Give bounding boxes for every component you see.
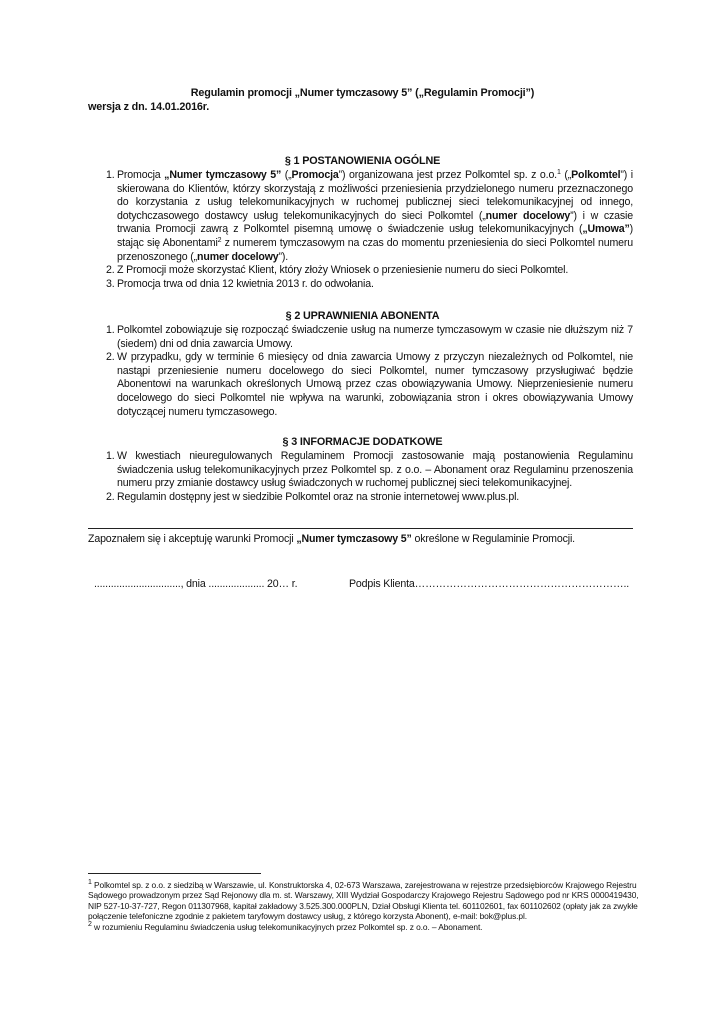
item-number: 2. <box>106 490 115 503</box>
section-2-heading: § 2 UPRAWNIENIA ABONENTA <box>285 310 440 322</box>
item-number: 1. <box>106 450 115 462</box>
footnote-2: $^2$ w rozumieniu Regulaminu świadczenia usług telekomunikacyjnych przez Polkomtel sp. z o.o. – Abonament. <box>88 920 483 932</box>
item-text: Polkomtel zobowiązuje się rozpocząć świadczenie usług na numerze tymczasowym w czasie nie dłuższym niż 7 (siedem) dni od dnia zawarcia Umowy. <box>117 324 633 350</box>
item-number: 2. <box>106 264 115 277</box>
section-3-list <box>88 450 633 504</box>
item-text: W przypadku, gdy w terminie 6 miesięcy od dnia zawarcia Umowy z przyczyn niezależnych od Polkomtel, nie nastąpi przeniesienie numeru docelowego do sieci Polkomtel, numer tymczasowy przysługiwać będzie Abonentowi na warunkach określonych Umową przez czas obowiązywania Umowy. Nieprzeniesienie numeru docelowego do sieci Polkomtel nie wpływa na warunki, zobowiązania stron i okres obowiązywania Umowy dotyczącej numeru tymczasowego. <box>117 351 633 418</box>
place-date-field[interactable]: ..............................., dnia .................... 20… r. <box>94 578 298 590</box>
item-number: 1. <box>106 324 115 336</box>
separator-line <box>88 528 633 529</box>
section-1-item-3 <box>88 278 633 292</box>
section-2-item-1 <box>88 324 633 351</box>
section-1-heading: § 1 POSTANOWIENIA OGÓLNE <box>284 155 441 167</box>
section-1-item-2 <box>88 264 633 278</box>
item-text: Promocja trwa od dnia 12 kwietnia 2013 r. do odwołania. <box>117 277 374 290</box>
item-number: 3. <box>106 277 115 290</box>
footnote-ref-2[interactable]: 2 <box>217 236 222 244</box>
section-2-item-2 <box>88 351 633 419</box>
section-1-item-1: 1. Promocja „Numer tymczasowy 5” („Promocja”) organizowana jest przez Polkomtel sp. z o.o.$^1$ („Polkomtel”) i skierowana do Klientów, którzy skorzystają z możliwości przeniesienia przydzielonego numeru przeznaczonego do korzystania z usług telekomunikacyjnych w ruchomej publicznej sieci telekomunikacyjnej od innego, dotychczasowego dostawcy usług telekomunikacyjnych do sieci Polkomtel („numer docelowy”) i w czasie trwania Promocji zawrą z Polkomtel pisemną umowę o świadczenie usług telekomunikacyjnych („Umowa”) stając się Abonentami$^2$ z numerem tymczasowym na czas do momentu przeniesienia do sieci Polkomtel numeru przenoszonego („numer docelowy”). <box>106 169 633 263</box>
item-number: 2. <box>106 351 115 364</box>
footnote-ref-1[interactable]: 1 <box>556 169 561 176</box>
item-number: 1. <box>106 169 115 181</box>
item-text: Regulamin dostępny jest w siedzibie Polkomtel oraz na stronie internetowej www.plus.pl. <box>117 490 520 503</box>
document-title: Regulamin promocji „Numer tymczasowy 5” („Regulamin Promocji”) <box>190 87 535 99</box>
section-1-list <box>88 169 633 291</box>
section-3-item-1 <box>88 450 633 491</box>
acceptance-statement: Zapoznałem się i akceptuję warunki Promocji „Numer tymczasowy 5” określone w Regulaminie Promocji. <box>88 533 575 545</box>
client-signature-field[interactable]: Podpis Klienta…………………………………………………….. <box>349 578 630 590</box>
version-date: wersja z dn. 14.01.2016r. <box>88 101 210 113</box>
footnote-separator <box>88 873 261 874</box>
footnotes <box>88 880 643 932</box>
item-text: Z Promocji może skorzystać Klient, który złoży Wniosek o przeniesienie numeru do sieci Polkomtel. <box>117 264 569 277</box>
item-text: W kwestiach nieuregulowanych Regulaminem Promocji zastosowanie mają postanowienia Regulaminu świadczenia usług telekomunikacyjnych przez Polkomtel sp. z o.o. – Abonament oraz Regulaminu przenoszenia numeru przy zmianie dostawcy usług świadczonych w ruchomej publicznej sieci telekomunikacyjnej. <box>117 450 633 490</box>
section-3-heading: § 3 INFORMACJE DODATKOWE <box>282 436 443 448</box>
section-2-list <box>88 324 633 419</box>
footnote-1: $^1$ Polkomtel sp. z o.o. z siedzibą w Warszawie, ul. Konstruktorska 4, 02-673 Warszawa, zarejestrowana w rejestrze przedsiębiorców Krajowego Rejestru Sądowego prowadzonym przez Sąd Rejonowy dla m. st. Warszawy, XIII Wydział Gospodarczy Krajowego Rejestru Sądowego pod nr KRS 0000419430, NIP 527-10-37-727, Regon 011307968, kapitał zakładowy 3.525.300.000PLN, Dział Obsługi Klienta tel. 601102601, fax 601102602 (opłaty jak za zwykłe połączenie telefoniczne zgodnie z pakietem taryfowym dostawcy usług, z którego korzysta Abonent), e-mail: bok@plus.pl. <box>88 879 639 922</box>
section-3-item-2 <box>88 491 633 505</box>
